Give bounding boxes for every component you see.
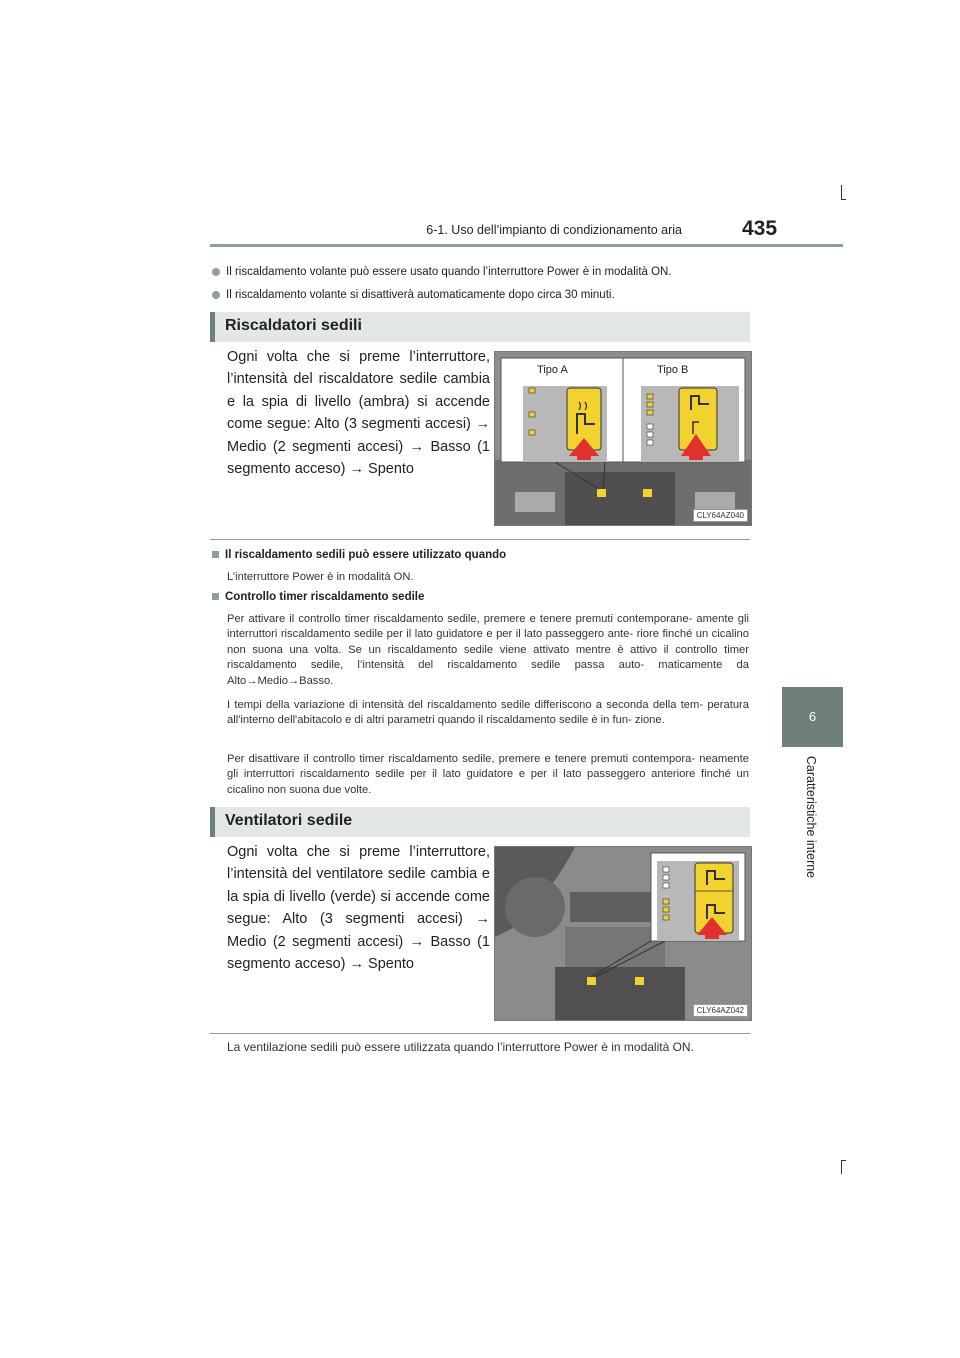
seat-heater-figure bbox=[494, 351, 752, 526]
crop-mark-bottom-h bbox=[841, 1160, 846, 1161]
section-rule bbox=[210, 1033, 750, 1034]
page-number: 435 bbox=[742, 217, 778, 240]
square-bullet-icon bbox=[212, 551, 219, 558]
figure-label-type-b: Tipo B bbox=[657, 364, 689, 376]
seat-fan-figure bbox=[494, 846, 752, 1021]
header-section-title: 6-1. Uso dell’impianto di condizionamento aria bbox=[426, 223, 682, 237]
crop-mark-top-h bbox=[841, 199, 846, 200]
section-heading-seat-fans: Ventilatori sedile bbox=[210, 807, 750, 837]
note-item: Il riscaldamento volante può essere usato quando l’interruttore Power è in modalità ON. bbox=[212, 266, 672, 278]
chapter-tab: 6 bbox=[782, 687, 843, 747]
note-item: Il riscaldamento volante si disattiverà automaticamente dopo circa 30 minuti. bbox=[212, 289, 615, 301]
section-heading-seat-heaters: Riscaldatori sedili bbox=[210, 312, 750, 342]
bullet-icon bbox=[212, 268, 220, 276]
subheading: Controllo timer riscaldamento sedile bbox=[212, 591, 424, 603]
subtext: L’interruttore Power è in modalità ON. bbox=[227, 571, 414, 583]
seat-fan-illustration bbox=[495, 847, 751, 1020]
crop-mark-top bbox=[841, 185, 842, 199]
seat-fans-body: Ogni volta che si preme l’interruttore, l’intensità del ventilatore sedile cambia e la spia di livello (verde) si accende come segue: Alto (3 segmenti accesi) → Medio (2 segmenti accesi) → Basso (1 segmento acceso) → Spento bbox=[227, 844, 490, 973]
subtext: Per attivare il controllo timer riscaldamento sedile, premere e tenere premuti contemporane- amente gli interruttori riscaldamento sedile per il lato guidatore e per il lato passeggero ante- riore finché un cicalino non suona una volta. Se un riscaldamento sedile viene attivato mentre è attivo il controllo timer riscaldamento sedile, l’intensità del riscaldamento sedile passa auto- maticamente da Alto→Medio→Basso. bbox=[227, 613, 749, 687]
figure-code: CLY64AZ042 bbox=[693, 1004, 748, 1017]
seat-fans-footer-note: La ventilazione sedili può essere utilizzata quando l’interruttore Power è in modalità ON. bbox=[227, 1040, 694, 1054]
section-rule bbox=[210, 539, 750, 540]
figure-code: CLY64AZ040 bbox=[693, 509, 748, 522]
figure-label-type-a: Tipo A bbox=[537, 364, 568, 376]
chapter-title: Caratteristiche interne bbox=[804, 755, 818, 879]
seat-heater-illustration bbox=[495, 352, 751, 525]
square-bullet-icon bbox=[212, 593, 219, 600]
subheading: Il riscaldamento sedili può essere utilizzato quando bbox=[212, 549, 506, 561]
crop-mark-bottom bbox=[841, 1160, 842, 1174]
subtext: I tempi della variazione di intensità del riscaldamento sedile differiscono a seconda della tem- peratura all'interno dell'abitacolo e di altri parametri quando il riscaldamento sedile è in fun- zione. bbox=[227, 699, 749, 727]
header-rule bbox=[210, 244, 843, 247]
subtext: Per disattivare il controllo timer riscaldamento sedile, premere e tenere premuti contempora- neamente gli interruttori riscaldamento sedile per il lato guidatore e per il lato passeggero anteriore finché un cicalino non suona due volte. bbox=[227, 753, 749, 796]
seat-heaters-body: Ogni volta che si preme l’interruttore, l’intensità del riscaldatore sedile cambia e la spia di livello (ambra) si accende come segue: Alto (3 segmenti accesi) → Medio (2 segmenti accesi) → Basso (1 segmento acceso) → Spento bbox=[227, 349, 490, 478]
bullet-icon bbox=[212, 291, 220, 299]
